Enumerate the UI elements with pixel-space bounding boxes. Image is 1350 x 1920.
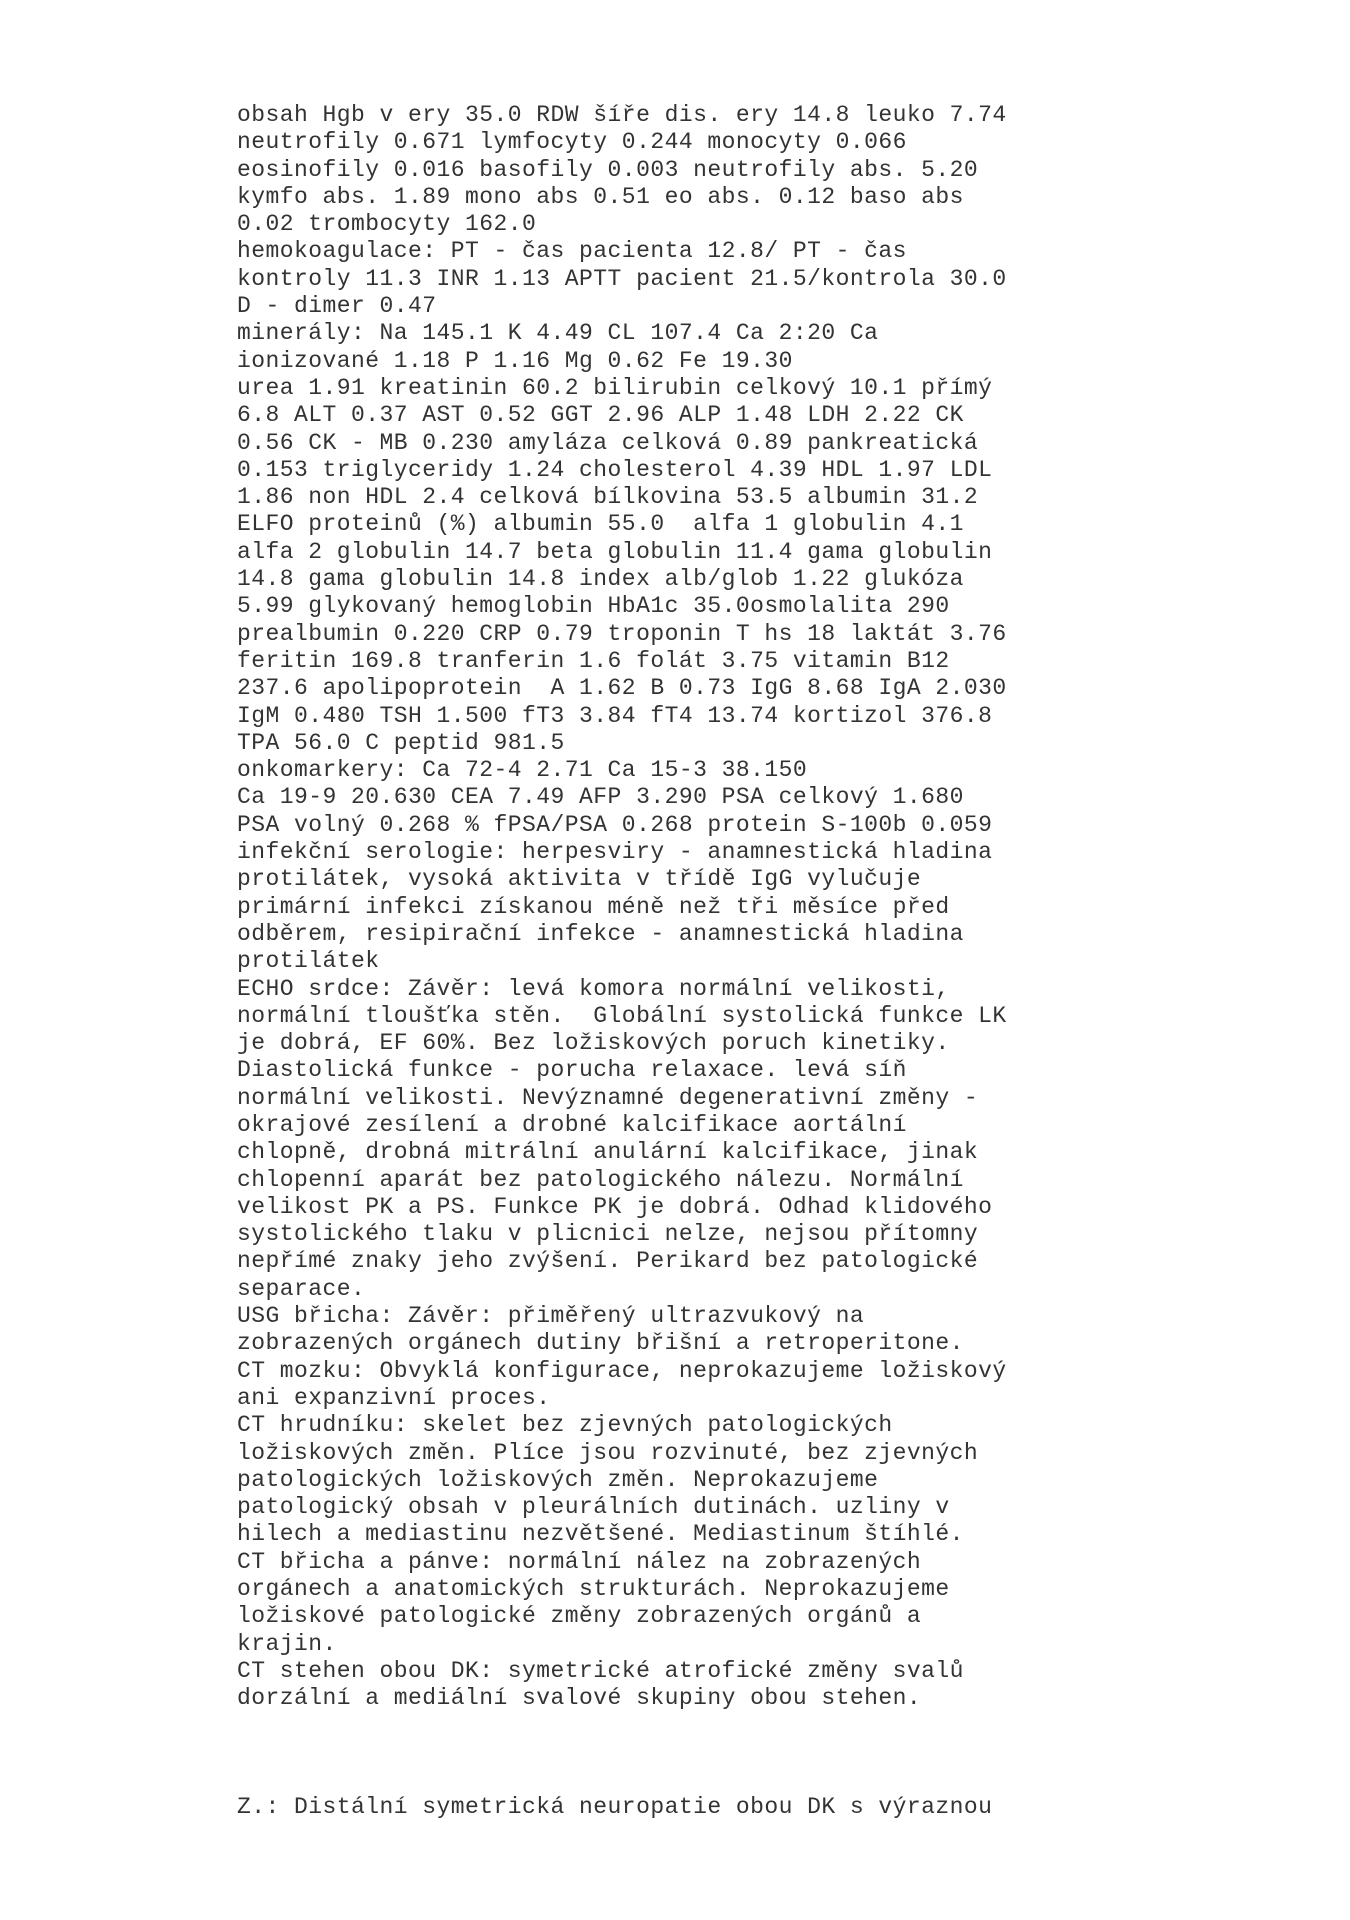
report-line: dorzální a mediální svalové skupiny obou stehen.	[237, 1685, 922, 1712]
report-line: protilátek	[237, 948, 380, 975]
report-line: je dobrá, EF 60%. Bez ložiskových poruch kinetiky.	[237, 1030, 950, 1057]
report-line: D - dimer 0.47	[237, 293, 437, 320]
report-line: obsah Hgb v ery 35.0 RDW šíře dis. ery 14.8 leuko 7.74	[237, 102, 1007, 128]
report-line: ionizované 1.18 P 1.16 Mg 0.62 Fe 19.30	[237, 347, 793, 374]
report-line: minerály: Na 145.1 K 4.49 CL 107.4 Ca 2:20 Ca	[237, 320, 879, 347]
report-line: prealbumin 0.220 CRP 0.79 troponin T hs 18 laktát 3.76	[237, 620, 1007, 647]
report-line: 1.86 non HDL 2.4 celková bílkovina 53.5 albumin 31.2	[237, 484, 979, 511]
report-line: Diastolická funkce - porucha relaxace. levá síň	[237, 1057, 907, 1084]
report-line: krajin.	[237, 1630, 337, 1657]
report-line: IgM 0.480 TSH 1.500 fT3 3.84 fT4 13.74 kortizol 376.8	[237, 702, 993, 729]
report-line: CT břicha a pánve: normální nález na zobrazených	[237, 1548, 922, 1575]
report-line: patologický obsah v pleurálních dutinách. uzliny v	[237, 1494, 950, 1521]
report-line: primární infekci získanou méně než tři měsíce před	[237, 893, 950, 920]
report-line: PSA volný 0.268 % fPSA/PSA 0.268 protein S-100b 0.059	[237, 811, 993, 838]
report-line: 0.153 triglyceridy 1.24 cholesterol 4.39 HDL 1.97 LDL	[237, 456, 993, 483]
report-line: kontroly 11.3 INR 1.13 APTT pacient 21.5/kontrola 30.0	[237, 265, 1007, 292]
conclusion-line: Z.: Distální symetrická neuropatie obou DK s výraznou	[237, 1794, 993, 1820]
report-line: ložiskové patologické změny zobrazených orgánů a	[237, 1603, 922, 1630]
report-line: orgánech a anatomických strukturách. Neprokazujeme	[237, 1576, 950, 1603]
report-line: neutrofily 0.671 lymfocyty 0.244 monocyty 0.066	[237, 129, 907, 156]
report-line: feritin 169.8 tranferin 1.6 folát 3.75 vitamin B12	[237, 647, 950, 674]
report-line: normální velikosti. Nevýznamné degenerativní změny -	[237, 1084, 979, 1111]
report-line: TPA 56.0 C peptid 981.5	[237, 729, 565, 756]
report-line: ložiskových změn. Plíce jsou rozvinuté, bez zjevných	[237, 1439, 979, 1466]
report-line: onkomarkery: Ca 72-4 2.71 Ca 15-3 38.150	[237, 757, 808, 784]
report-line: 5.99 glykovaný hemoglobin HbA1c 35.0osmolalita 290	[237, 593, 950, 620]
report-line: CT hrudníku: skelet bez zjevných patologických	[237, 1412, 893, 1439]
report-line: hemokoagulace: PT - čas pacienta 12.8/ PT - čas	[237, 238, 907, 265]
report-line: chlopně, drobná mitrální anulární kalcifikace, jinak	[237, 1139, 979, 1166]
report-line: kymfo abs. 1.89 mono abs 0.51 eo abs. 0.12 baso abs	[237, 183, 964, 210]
report-line: separace.	[237, 1275, 366, 1302]
report-line: infekční serologie: herpesviry - anamnestická hladina	[237, 839, 993, 866]
report-line: ani expanzivní proces.	[237, 1384, 551, 1411]
report-line: alfa 2 globulin 14.7 beta globulin 11.4 gama globulin	[237, 538, 993, 565]
report-line: eosinofily 0.016 basofily 0.003 neutrofily abs. 5.20	[237, 156, 979, 183]
report-line: 14.8 gama globulin 14.8 index alb/glob 1.22 glukóza	[237, 566, 964, 593]
report-line: velikost PK a PS. Funkce PK je dobrá. Odhad klidového	[237, 1193, 993, 1220]
report-line: Ca 19-9 20.630 CEA 7.49 AFP 3.290 PSA celkový 1.680	[237, 784, 964, 811]
report-line: urea 1.91 kreatinin 60.2 bilirubin celkový 10.1 přímý	[237, 374, 993, 401]
report-line: chlopenní aparát bez patologického nálezu. Normální	[237, 1166, 964, 1193]
report-line: ECHO srdce: Závěr: levá komora normální velikosti,	[237, 975, 950, 1002]
report-line: normální tloušťka stěn. Globální systolická funkce LK	[237, 1002, 1007, 1029]
report-line: 237.6 apolipoprotein A 1.62 B 0.73 IgG 8.68 IgA 2.030	[237, 675, 1007, 702]
report-line: CT mozku: Obvyklá konfigurace, neprokazujeme ložiskový	[237, 1357, 1007, 1384]
report-line: systolického tlaku v plicnici nelze, nejsou přítomny	[237, 1221, 979, 1248]
report-line: patologických ložiskových změn. Neprokazujeme	[237, 1466, 879, 1493]
report-line: protilátek, vysoká aktivita v třídě IgG vylučuje	[237, 866, 922, 893]
medical-report-body	[237, 102, 1137, 1713]
report-line: 0.02 trombocyty 162.0	[237, 211, 537, 238]
report-line: 6.8 ALT 0.37 AST 0.52 GGT 2.96 ALP 1.48 LDH 2.22 CK	[237, 402, 964, 429]
report-line: CT stehen obou DK: symetrické atrofické změny svalů	[237, 1657, 964, 1684]
report-line: USG břicha: Závěr: přiměřený ultrazvukový na	[237, 1303, 865, 1330]
report-line: nepřímé znaky jeho zvýšení. Perikard bez patologické	[237, 1248, 979, 1275]
report-line: 0.56 CK - MB 0.230 amyláza celková 0.89 pankreatická	[237, 429, 979, 456]
report-line: okrajové zesílení a drobné kalcifikace aortální	[237, 1111, 907, 1138]
report-line: ELFO proteinů (%) albumin 55.0 alfa 1 globulin 4.1	[237, 511, 964, 538]
report-line: hilech a mediastinu nezvětšené. Mediastinum štíhlé.	[237, 1521, 964, 1548]
report-line: odběrem, resipirační infekce - anamnestická hladina	[237, 920, 964, 947]
report-line: zobrazených orgánech dutiny břišní a retroperitone.	[237, 1330, 964, 1357]
